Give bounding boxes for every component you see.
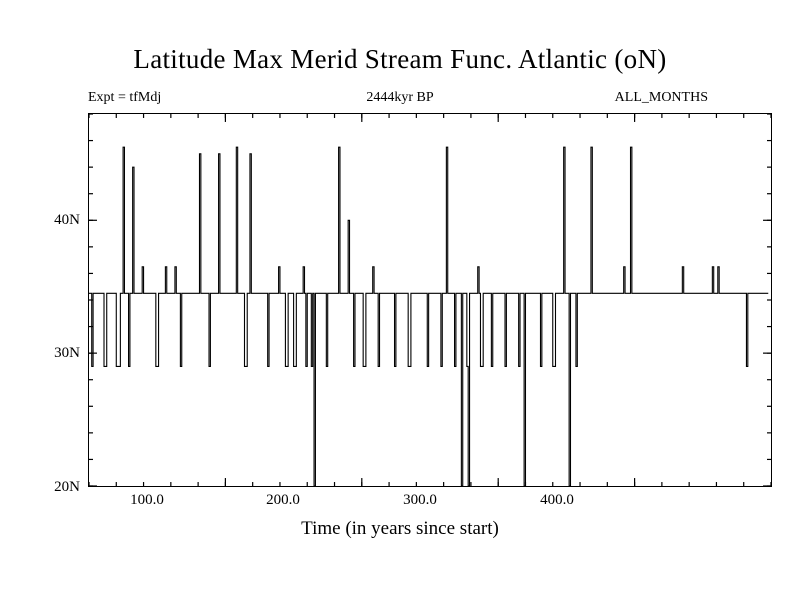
time-period-label: 2444kyr BP [366,90,434,105]
xtick-label-100: 100.0 [130,492,164,508]
experiment-label: Expt = tfMdj [88,90,162,105]
data-series-line [89,147,768,486]
ytick-label-40N: 40N [54,212,80,228]
ytick-label-30N: 30N [54,345,80,361]
series-line-plot [89,114,771,486]
xtick-label-300: 300.0 [403,492,437,508]
months-label: ALL_MONTHS [614,90,708,105]
plot-area [88,113,772,487]
ytick-label-20N: 20N [54,479,80,495]
xtick-label-400: 400.0 [540,492,574,508]
page-title: Latitude Max Merid Stream Func. Atlantic (oN) [133,44,667,74]
xtick-label-200: 200.0 [266,492,300,508]
x-axis-title: Time (in years since start) [301,518,499,539]
